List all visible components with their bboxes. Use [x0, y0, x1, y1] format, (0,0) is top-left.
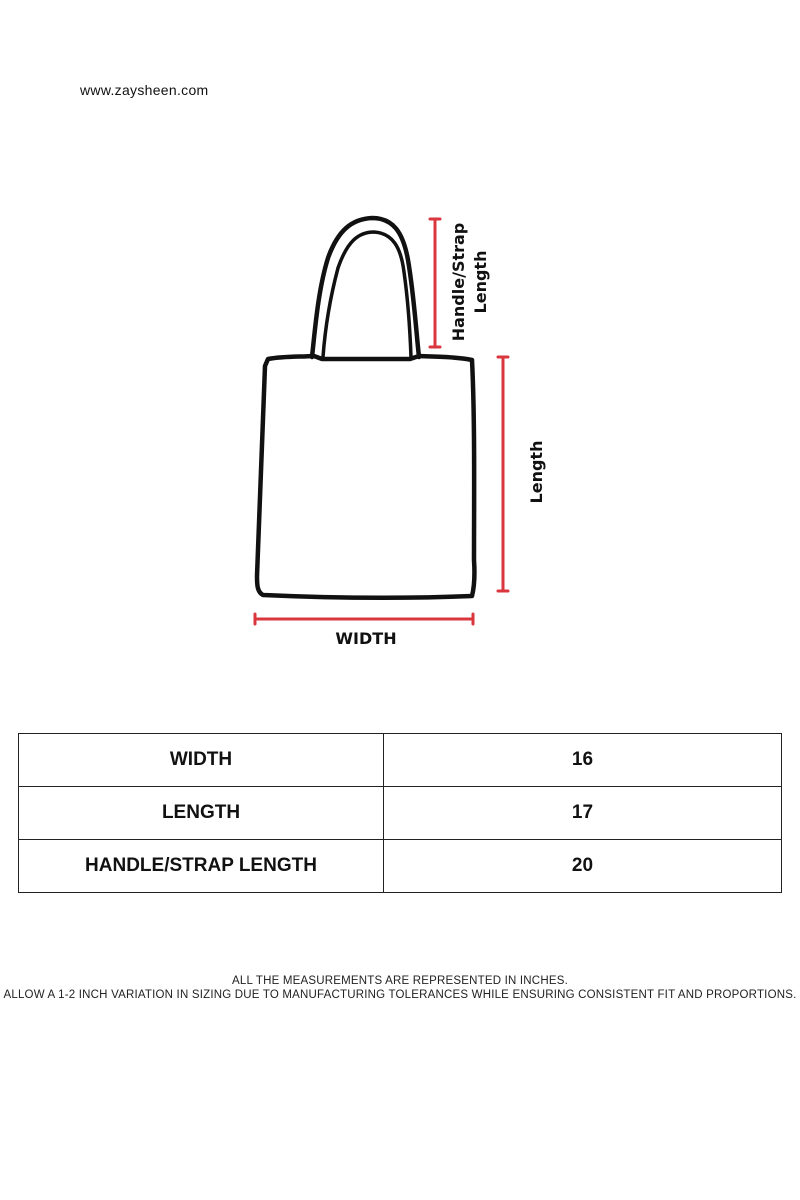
length-measure-line	[498, 357, 508, 591]
measurement-label: WIDTH	[19, 734, 384, 787]
table-row	[19, 787, 782, 840]
note-line-1: ALL THE MEASUREMENTS ARE REPRESENTED IN INCHES.	[232, 975, 568, 987]
handle-label-line1: Handle/Strap	[449, 222, 468, 342]
note-line-2: ALLOW A 1-2 INCH VARIATION IN SIZING DUE TO MANUFACTURING TOLERANCES WHILE ENSURING CONSISTENT FIT AND PROPORTIONS.	[3, 989, 797, 1001]
length-label: Length	[527, 440, 546, 504]
site-url: www.zaysheen.com	[80, 82, 209, 98]
measurement-notes	[0, 974, 800, 1002]
measurements-table	[18, 733, 782, 893]
width-label: WIDTH	[335, 629, 397, 648]
bag-body	[257, 356, 474, 598]
measurement-value: 20	[384, 840, 782, 893]
handle-label-line2: Length	[471, 250, 490, 314]
width-measure-line	[255, 614, 473, 624]
measurement-value: 17	[384, 787, 782, 840]
measurement-label: LENGTH	[19, 787, 384, 840]
bag-handle	[312, 218, 419, 357]
measurement-value: 16	[384, 734, 782, 787]
measurement-label: HANDLE/STRAP LENGTH	[19, 840, 384, 893]
handle-measure-line	[430, 219, 440, 347]
table-row	[19, 840, 782, 893]
table-row	[19, 734, 782, 787]
